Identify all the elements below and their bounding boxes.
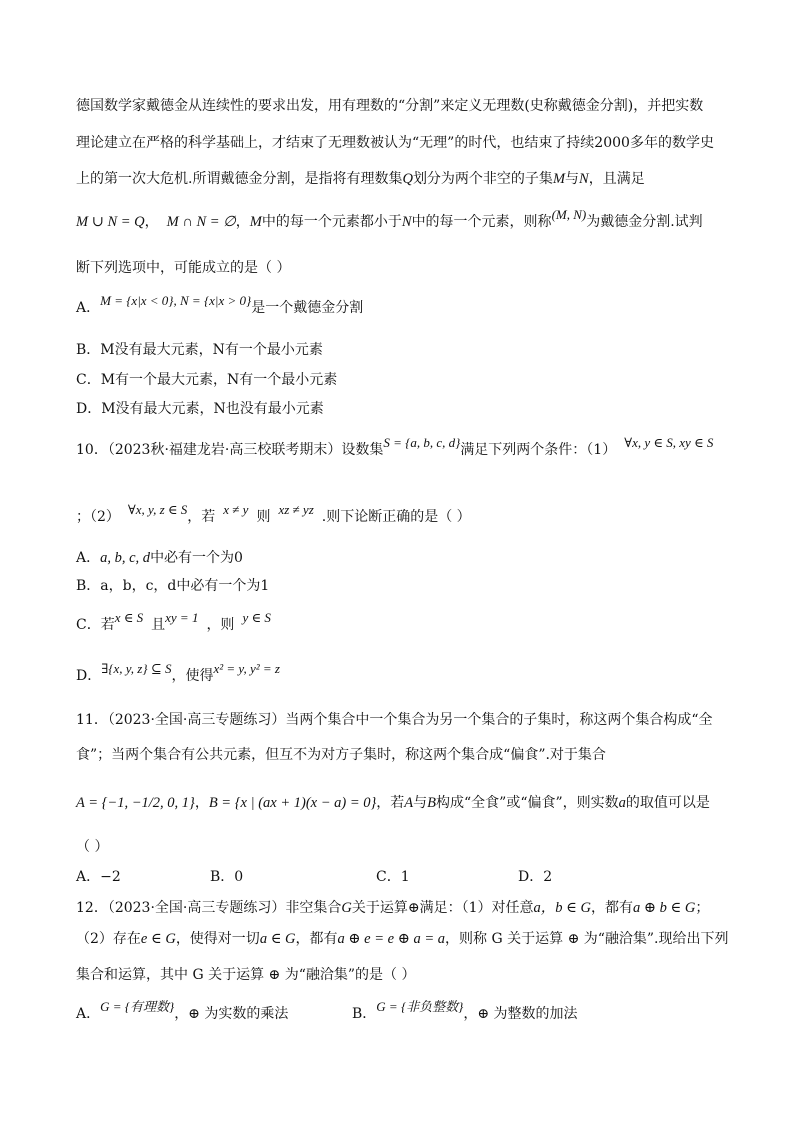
- question-12-line-2: （2）存在e ∈ G，使得对一切a ∈ G，都有a ⊕ e = e ⊕ a = a，则称 G 关于运算 ⊕ 为“融洽集”.现给出下列: [76, 931, 729, 947]
- intro-line-1: 德国数学家戴德金从连续性的要求出发，用有理数的“分割”来定义无理数(史称戴德金分割)，并把实数: [76, 98, 704, 114]
- question-11-line-3: A = {−1, −1/2, 0, 1}，B = {x | (ax + 1)(x − a) = 0}，若A与B构成“全食”或“偏食”，则实数a的取值可以是: [76, 795, 710, 811]
- option-10d: D．∃{x, y, z} ⊆ S，使得x² = y, y² = z: [76, 661, 280, 684]
- option-9d: D．M没有最大元素，N也没有最小元素: [76, 401, 324, 417]
- question-11-line-2: 食”；当两个集合有公共元素，但互不为对方子集时，称这两个集合成“偏食”.对于集合: [76, 747, 606, 763]
- question-12-line-3: 集合和运算，其中 G 关于运算 ⊕ 为“融洽集”的是（ ）: [76, 967, 416, 983]
- option-10c: C．若x ∈ S 且xy = 1 ，则 y ∈ S: [76, 610, 271, 633]
- option-9c: C．M有一个最大元素，N有一个最小元素: [76, 372, 338, 388]
- question-11-options: [76, 867, 552, 887]
- option-10b: B．a，b，c，d中必有一个为1: [76, 578, 270, 594]
- intro-line-5: 断下列选项中，可能成立的是（ ）: [76, 260, 291, 276]
- option-12a: A．G = {有理数}，⊕ 为实数的乘法: [76, 999, 289, 1022]
- question-11-paren: （ ）: [76, 839, 109, 855]
- option-11b: B．0: [210, 869, 244, 885]
- intro-line-2: 理论建立在严格的科学基础上，才结束了无理数被认为“无理”的时代，也结束了持续2000多年的数学史: [76, 135, 714, 151]
- question-12-options: [76, 999, 578, 1024]
- option-10a: A．a, b, c, d中必有一个为0: [76, 550, 243, 566]
- intro-line-4: M ∪ N = Q， M ∩ N = ∅，M中的每一个元素都小于N中的每一个元素，则称(M, N)为戴德金分割.试判: [76, 207, 703, 230]
- question-12-line-1: 12．（2023·全国·高三专题练习）非空集合G关于运算⊕满足：（1）对任意a，b ∈ G，都有a ⊕ b ∈ G；: [76, 900, 710, 916]
- option-11c: C．1: [376, 869, 410, 885]
- question-10-cond: ；（2） ∀x, y, z ∈ S，若 x ≠ y 则 xz ≠ yz .则下论断正确的是（ ）: [76, 502, 471, 525]
- option-12b: B．G = {非负整数}，⊕ 为整数的加法: [352, 999, 578, 1022]
- question-11-line-1: 11．（2023·全国·高三专题练习）当两个集合中一个集合为另一个集合的子集时，称这两个集合构成“全: [76, 712, 713, 728]
- option-9b: B．M没有最大元素，N有一个最小元素: [76, 342, 323, 358]
- option-9a: A．M = {x|x < 0}, N = {x|x > 0}是一个戴德金分割: [76, 293, 364, 316]
- question-10-stem: 10．（2023秋·福建龙岩·高三校联考期末）设数集S = {a, b, c, d}满足下列两个条件：（1） ∀x, y ∈ S, xy ∈ S: [76, 435, 714, 458]
- option-11d: D．2: [518, 869, 553, 885]
- option-11a: A．−2: [76, 869, 121, 885]
- intro-line-3: 上的第一次大危机.所谓戴德金分割，是指将有理数集Q划分为两个非空的子集M与N，且满足: [76, 171, 645, 187]
